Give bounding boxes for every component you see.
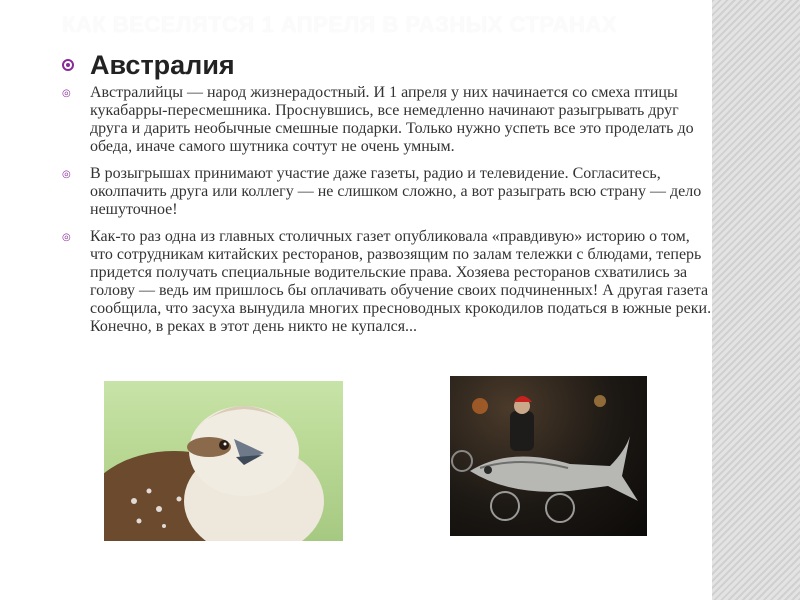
bullet-item xyxy=(62,165,712,219)
kookaburra-image xyxy=(104,381,343,541)
bullet-icon: ◎ xyxy=(62,88,71,99)
section-heading xyxy=(62,50,235,80)
kookaburra-photo xyxy=(104,381,343,541)
bullet-item xyxy=(62,84,712,156)
decorative-band xyxy=(712,0,800,600)
bullet-icon: ◎ xyxy=(62,169,71,180)
bullet-text: В розыгрышах принимают участие даже газеты, радио и телевидение. Согласитесь, околпачить друга или коллегу — не слишком сложно, а вот разыграть всю страну — дело нешуточное! xyxy=(90,165,702,218)
bullet-text: Как-то раз одна из главных столичных газет опубликовала «правдивую» историю о том, что сотрудникам китайских ресторанов, развозящим по залам тележки с блюдами, теперь придется получать специальные водительские права. Хозяева ресторанов схватились за голову — ведь им пришлось бы оплачивать обучение своих подчиненных! А другая газета сообщила, что засуха вынудила многих пресноводных крокодилов податься в южные реки. Конечно, в реках в этот день никто не купался... xyxy=(90,228,712,335)
heading-text: Австралия xyxy=(90,49,235,80)
heading-bullet-icon xyxy=(62,59,74,71)
bullet-item xyxy=(62,228,712,336)
slide-title: КАК ВЕСЕЛЯТСЯ 1 АПРЕЛЯ В РАЗНЫХ СТРАНАХ xyxy=(62,12,617,37)
bullet-text: Австралийцы — народ жизнерадостный. И 1 апреля у них начинается со смеха птицы кукабарры-пересмешника. Проснувшись, все немедленно начинают разыгрывать друг друга и дарить необычные смешные подарки. Только нужно успеть все это проделать до обеда, иначе самого шутника сочтут не очень умным. xyxy=(90,84,694,155)
bullet-list xyxy=(62,84,712,345)
bullet-icon: ◎ xyxy=(62,232,71,243)
fish-bike-photo xyxy=(450,376,647,536)
fish-bike-image xyxy=(450,376,647,536)
